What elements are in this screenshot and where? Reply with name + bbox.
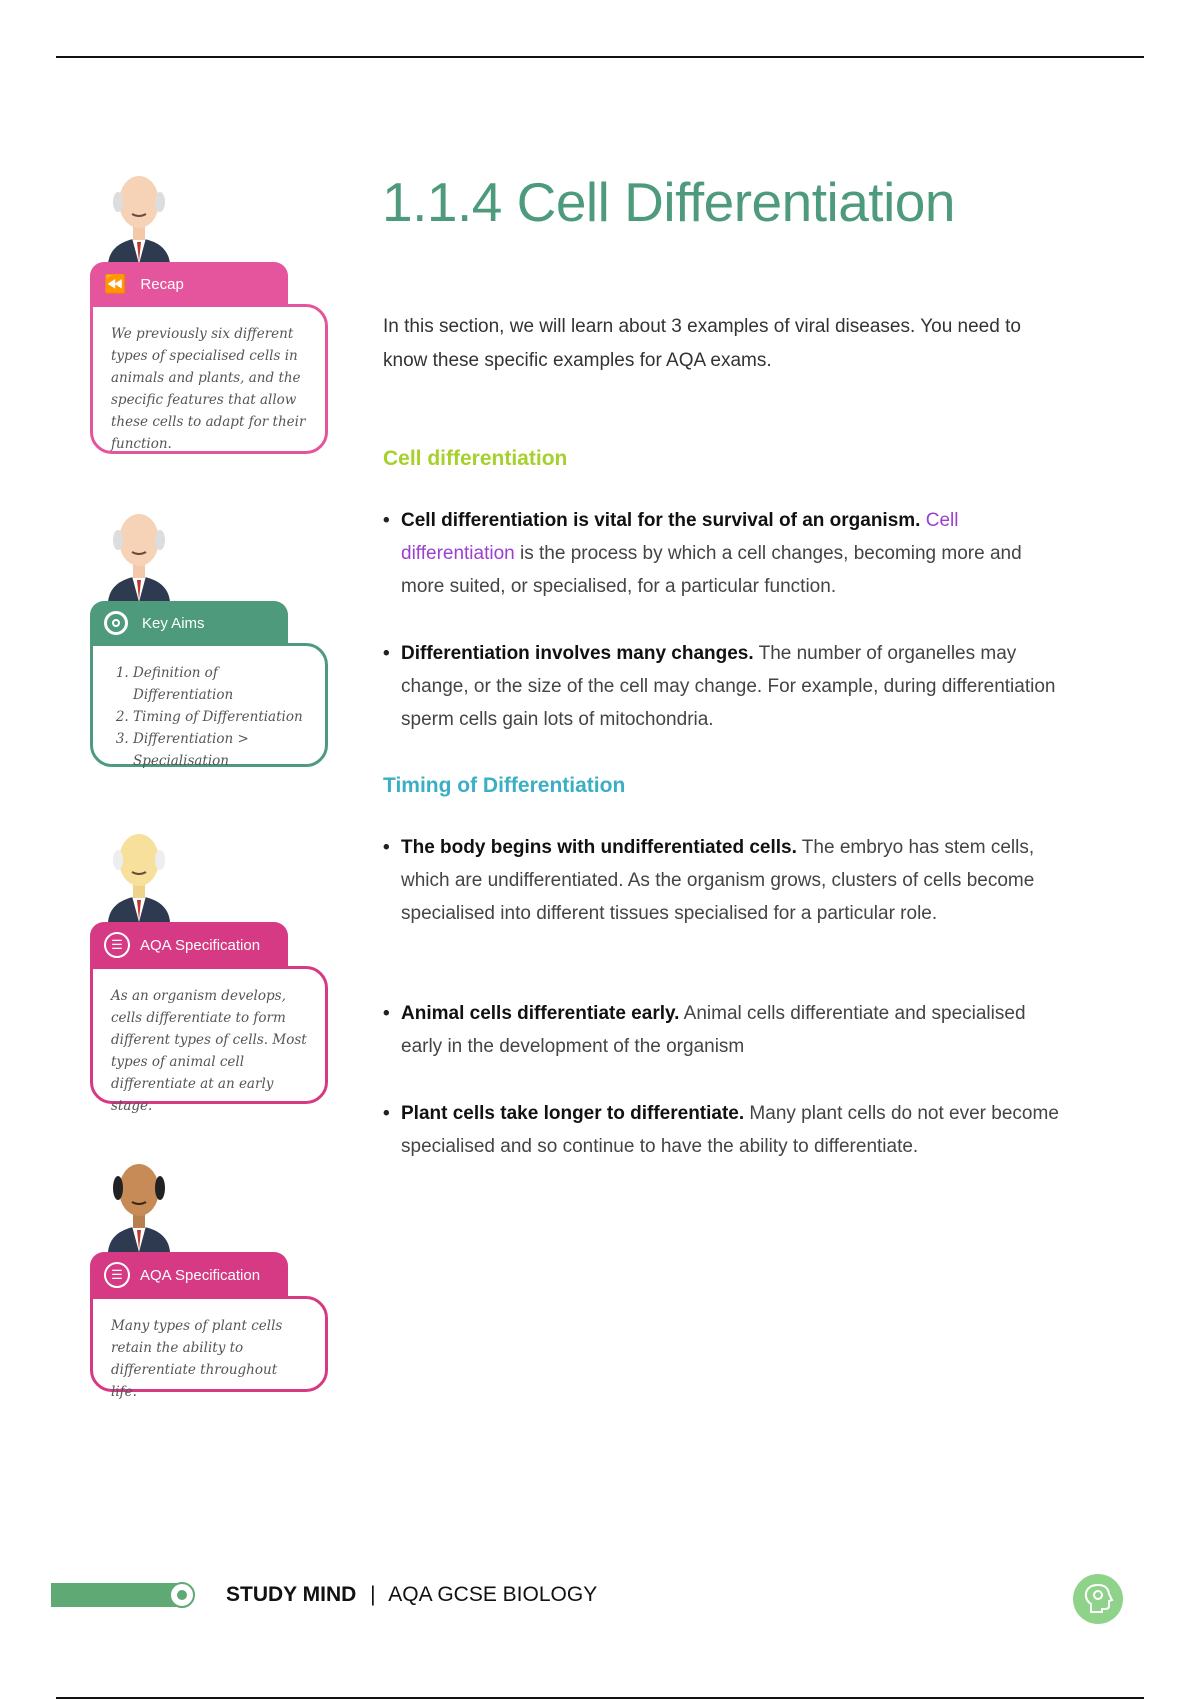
bullet-item [383,637,1063,736]
footer-course: AQA GCSE BIOLOGY [388,1583,598,1606]
study-mind-logo-icon [1073,1574,1123,1624]
intro-paragraph: In this section, we will learn about 3 examples of viral diseases. You need to know these specific examples for AQA exams. [383,316,1021,371]
bullet-dot: • [383,510,390,531]
recap-card [90,304,328,454]
recap-text: We previously six different types of specialised cells in animals and plants, and the specific features that allow these cells to adapt for their function. [111,326,306,452]
footer-progress-bar [51,1583,179,1607]
footer-ring-icon [169,1582,195,1608]
bullet-item [383,831,1063,930]
spec-card-1 [90,966,328,1114]
section-heading-cell-differentiation: Cell differentiation [383,447,568,470]
bullet-bold: Cell differentiation is vital for the survival of an organism. [401,510,921,531]
teacher-avatar-icon [104,830,174,922]
teacher-avatar-icon [104,172,174,264]
bullet-dot: • [383,1003,390,1024]
footer-brand [226,1583,597,1607]
spec-text-1: As an organism develops, cells differentiate to form different types of cells. Most types of animal cell differentiate at an early stage. [111,988,307,1114]
bullet-dot: • [383,643,390,664]
bullet-bold: Plant cells take longer to differentiate. [401,1103,745,1124]
bullet-text: The number of organelles may change, or the size of the cell may change. For example, during differentiation sperm cells gain lots of mitochondria. [401,643,1056,730]
list-icon: ☰ [104,1262,130,1288]
spec-tab-1 [90,922,288,968]
spec-text-2: Many types of plant cells retain the ability to differentiate throughout life. [111,1318,283,1400]
bottom-rule [56,1697,1144,1699]
target-icon [104,611,128,635]
key-aims-list [111,662,307,772]
bullet-bold: The body begins with undifferentiated cells. [401,837,797,858]
bullet-text: is the process by which a cell changes, becoming more and more suited, or specialised, for a particular function. [401,543,1022,597]
page-title: 1.1.4 Cell Differentiation [382,171,955,233]
spec-card-2 [90,1296,328,1400]
rewind-icon: ⏪ [104,273,127,294]
bullet-item [383,1097,1063,1163]
key-aims-tab [90,601,288,645]
footer-brand-name: STUDY MIND [226,1583,357,1606]
teacher-avatar-icon [104,510,174,602]
key-aim-item: 2. Timing of Differentiation [133,706,307,728]
bullet-bold: Animal cells differentiate early. [401,1003,680,1024]
bullet-text: The embryo has stem cells, which are undifferentiated. As the organism grows, clusters of cells become specialised into different tissues specialised for a particular role. [401,837,1035,924]
footer-separator: | [370,1583,376,1606]
section-heading-timing: Timing of Differentiation [383,774,626,797]
bullet-bold: Differentiation involves many changes. [401,643,754,664]
key-term: Cell differentiation [401,510,959,564]
bullet-text: Animal cells differentiate and specialised early in the development of the organism [401,1003,1026,1057]
key-aim-item: 3. Differentiation > Specialisation [133,728,307,772]
key-aims-card [90,643,328,767]
spec-tab-2 [90,1252,288,1298]
list-icon: ☰ [104,932,130,958]
teacher-avatar-icon [104,1160,174,1252]
recap-tab [90,262,288,306]
recap-label: Recap [140,275,184,293]
bullet-item [383,504,1063,603]
bullet-item [383,997,1063,1063]
bullet-dot: • [383,837,390,858]
bullet-text: Many plant cells do not ever become specialised and so continue to have the ability to differentiate. [401,1103,1059,1157]
spec-label-2: AQA Specification [140,1266,261,1284]
spec-label-1: AQA Specification [140,936,261,954]
key-aim-item: 1. Definition of Differentiation [133,662,307,706]
key-aims-label: Key Aims [142,614,205,632]
bullet-dot: • [383,1103,390,1124]
top-rule [56,56,1144,58]
